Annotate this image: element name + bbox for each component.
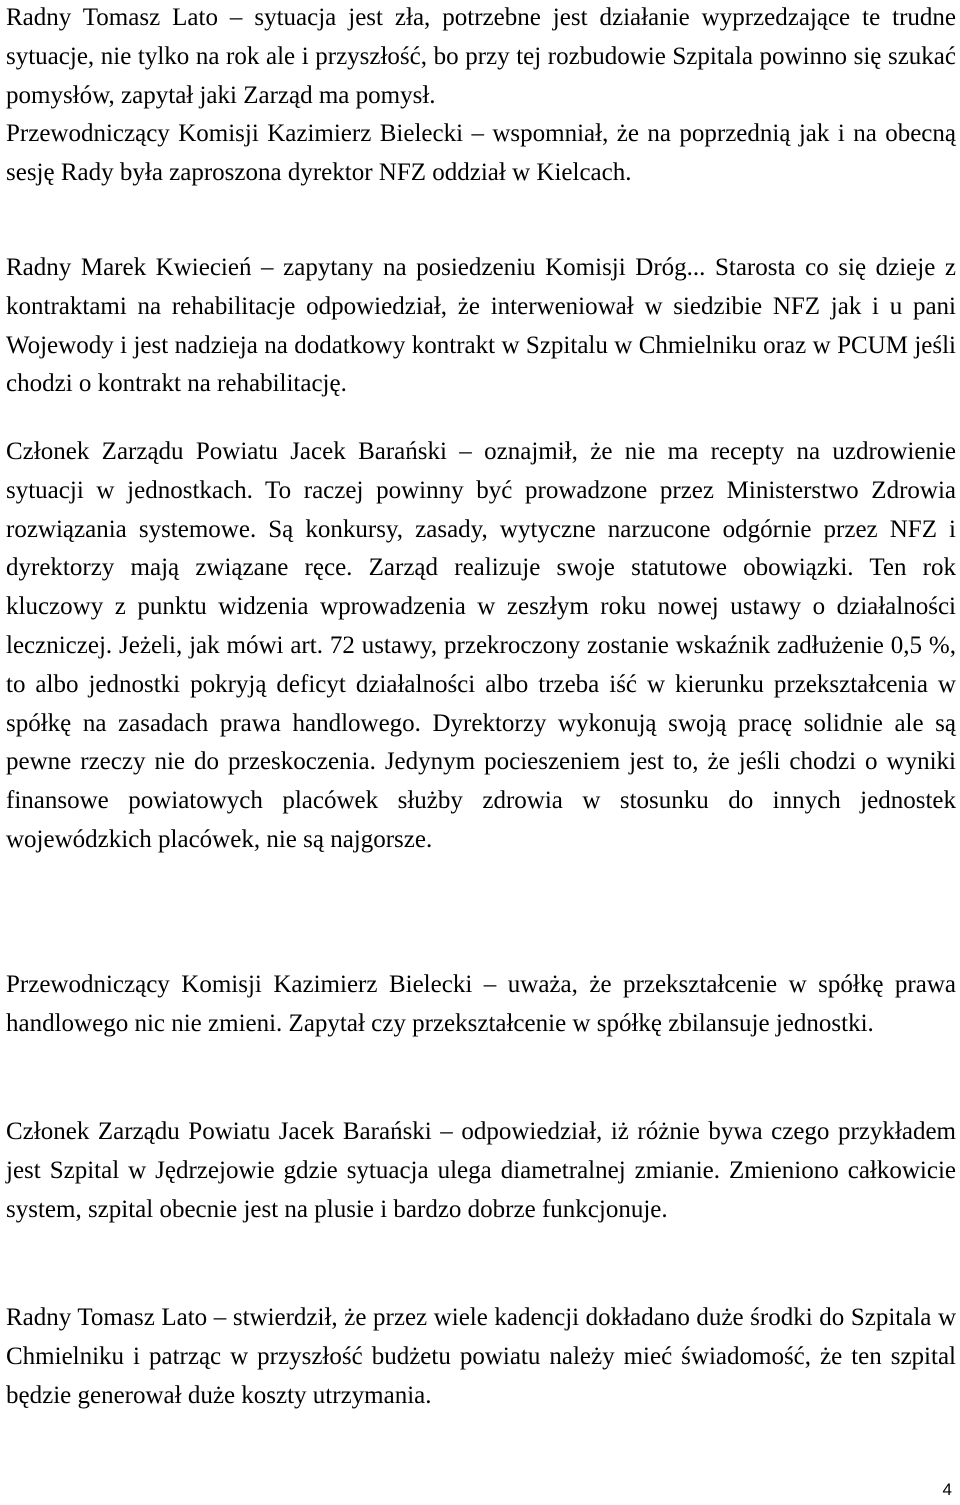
page-number: 4: [942, 1480, 952, 1499]
paragraph-bielecki-2: Przewodniczący Komisji Kazimierz Bielecki – uważa, że przekształcenie w spółkę prawa handlowego nic nie zmieni. Zapytał czy przekształcenie w spółkę zbilansuje jednostki.: [6, 971, 956, 1037]
paragraph-lato-1: Radny Tomasz Lato – sytuacja jest zła, potrzebne jest działanie wyprzedzające te trudne sytuacje, nie tylko na rok ale i przyszłość, bo przy tej rozbudowie Szpitala powinno się szukać pomysłów, zapytał jaki Zarząd ma pomysł.: [6, 4, 956, 109]
paragraph-kwiecien: Radny Marek Kwiecień – zapytany na posiedzeniu Komisji Dróg... Starosta co się dzieje z kontraktami na rehabilitacje odpowiedział, że interweniował w siedzibie NFZ jak i u pani Wojewody i jest nadzieja na dodatkowy kontrakt w Szpitalu w Chmielniku oraz w PCUM jeśli chodzi o kontrakt na rehabilitację.: [6, 254, 956, 398]
paragraph-bielecki-1: Przewodniczący Komisji Kazimierz Bielecki – wspomniał, że na poprzednią jak i na obecną sesję Rady była zaproszona dyrektor NFZ oddział w Kielcach.: [6, 120, 956, 186]
paragraph-baranski-2: Członek Zarządu Powiatu Jacek Barański – odpowiedział, iż różnie bywa czego przykładem jest Szpital w Jędrzejowie gdzie sytuacja ulega diametralnej zmianie. Zmieniono całkowicie system, szpital obecnie jest na plusie i bardzo dobrze funkcjonuje.: [6, 1118, 956, 1223]
paragraph-lato-2: Radny Tomasz Lato – stwierdził, że przez wiele kadencji dokładano duże środki do Szpitala w Chmielniku i patrząc w przyszłość budżetu powiatu należy mieć świadomość, że ten szpital będzie generował duże koszty utrzymania.: [6, 1304, 956, 1409]
paragraph-baranski-1: Członek Zarządu Powiatu Jacek Barański – oznajmił, że nie ma recepty na uzdrowienie sytuacji w jednostkach. To raczej powinny być prowadzone przez Ministerstwo Zdrowia rozwiązania systemowe. Są konkursy, zasady, wytyczne narzucone odgórnie przez NFZ i dyrektorzy mają związane ręce. Zarząd realizuje swoje statutowe obowiązki. Ten rok kluczowy z punktu widzenia wprowadzenia w zeszłym roku nowej ustawy o działalności leczniczej. Jeżeli, jak mówi art. 72 ustawy, przekroczony zostanie wskaźnik zadłużenie 0,5 %, to albo jednostki pokryją deficyt działalności albo trzeba iść w kierunku przekształcenia w spółkę na zasadach prawa handlowego. Dyrektorzy wykonują swoją pracę solidnie ale są pewne rzeczy nie do przeskoczenia. Jedynym pocieszeniem jest to, że jeśli chodzi o wyniki finansowe powiatowych placówek służby zdrowia w stosunku do innych jednostek wojewódzkich placówek, nie są najgorsze.: [6, 438, 956, 853]
